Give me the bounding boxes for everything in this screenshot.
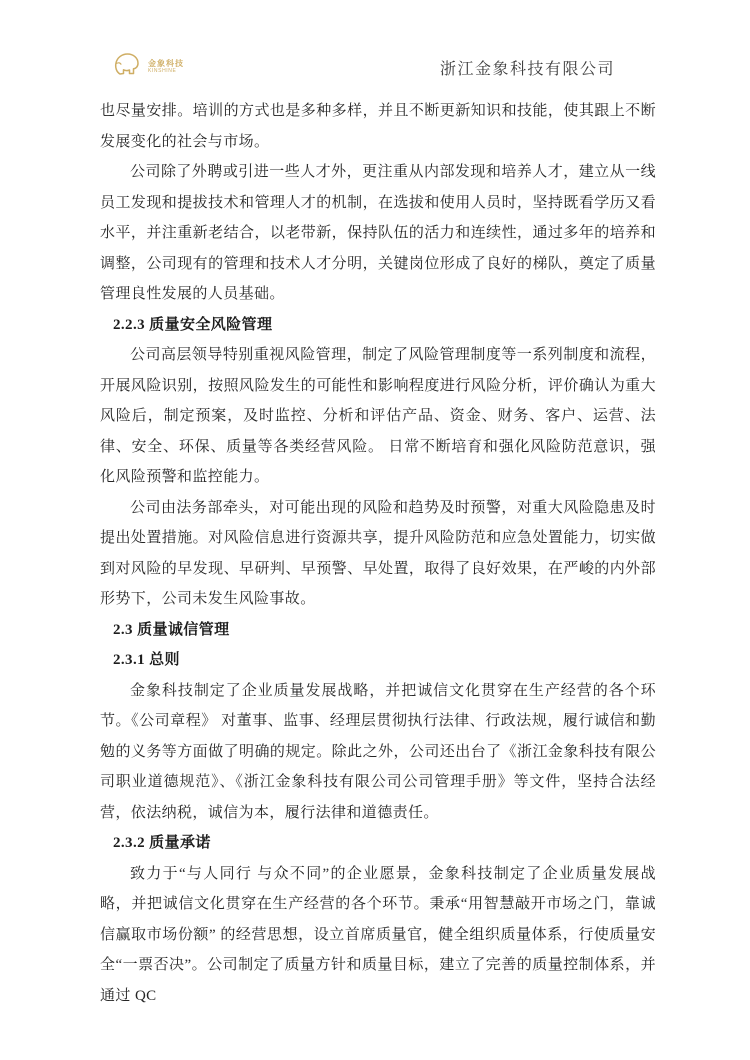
body-paragraph: 公司高层领导特别重视风险管理，制定了风险管理制度等一系列制度和流程，开展风险识别，按照风险发生的可能性和影响程度进行风险分析，评价确认为重大风险后，制定预案，及时监控、分析和评估产品、资金、财务、客户、运营、法律、安全、环保、质量等各类经营风险。 日常不断培育和强化风险防范意识，强化风险预警和监控能力。 bbox=[100, 347, 656, 485]
section-heading: 2.3.1 总则 bbox=[113, 652, 180, 668]
body-paragraph: 公司由法务部牵头，对可能出现的风险和趋势及时预警，对重大风险隐患及时提出处置措施。对风险信息进行资源共享，提升风险防范和应急处置能力，切实做到对风险的早发现、早研判、早预警、早处置，取得了良好效果，在严峻的内外部形势下，公司未发生风险事故。 bbox=[100, 499, 656, 607]
logo-brand-cn: 金象科技 bbox=[148, 59, 184, 69]
body-paragraph: 公司除了外聘或引进一些人才外，更注重从内部发现和培养人才，建立从一线员工发现和提拔技术和管理人才的机制，在选拔和使用人员时，坚持既看学历又看水平，并注重新老结合，以老带新，保持队伍的活力和连续性，通过多年的培养和调整，公司现有的管理和技术人才分明，关键岗位形成了良好的梯队，奠定了质量管理良性发展的人员基础。 bbox=[100, 164, 656, 302]
elephant-logo-icon bbox=[113, 50, 145, 85]
section-heading: 2.2.3 质量安全风险管理 bbox=[113, 316, 273, 333]
body-paragraph: 也尽量安排。培训的方式也是多种多样，并且不断更新知识和技能，使其跟上不断发展变化的社会与市场。 bbox=[100, 103, 656, 150]
logo-text bbox=[148, 60, 184, 74]
company-logo bbox=[113, 50, 184, 85]
logo-brand-en: KINSHINE bbox=[148, 68, 177, 75]
section-heading: 2.3.2 质量承诺 bbox=[113, 835, 211, 851]
page-header bbox=[113, 50, 655, 85]
body-paragraph: 致力于“与人同行 与众不同”的企业愿景，金象科技制定了企业质量发展战略，并把诚信文化贯穿在生产经营的各个环节。秉承“用智慧敲开市场之门，靠诚信赢取市场份额” 的经营思想，设立首席质量官，健全组织质量体系，行使质量安全“一票否决”。公司制定了质量方针和质量目标，建立了完善的质量控制体系，并通过 QC bbox=[100, 865, 656, 1004]
document-body bbox=[100, 96, 656, 1011]
body-paragraph: 金象科技制定了企业质量发展战略，并把诚信文化贯穿在生产经营的各个环节。《公司章程》 对董事、监事、经理层贯彻执行法律、行政法规，履行诚信和勤勉的义务等方面做了明确的规定。除此之外，公司还出台了《浙江金象科技有限公司职业道德规范》、《浙江金象科技有限公司公司管理手册》等文件，坚持合法经营，依法纳税，诚信为本，履行法律和道德责任。 bbox=[100, 682, 656, 821]
section-heading: 2.3 质量诚信管理 bbox=[113, 621, 230, 638]
header-company-name: 浙江金象科技有限公司 bbox=[439, 61, 615, 78]
